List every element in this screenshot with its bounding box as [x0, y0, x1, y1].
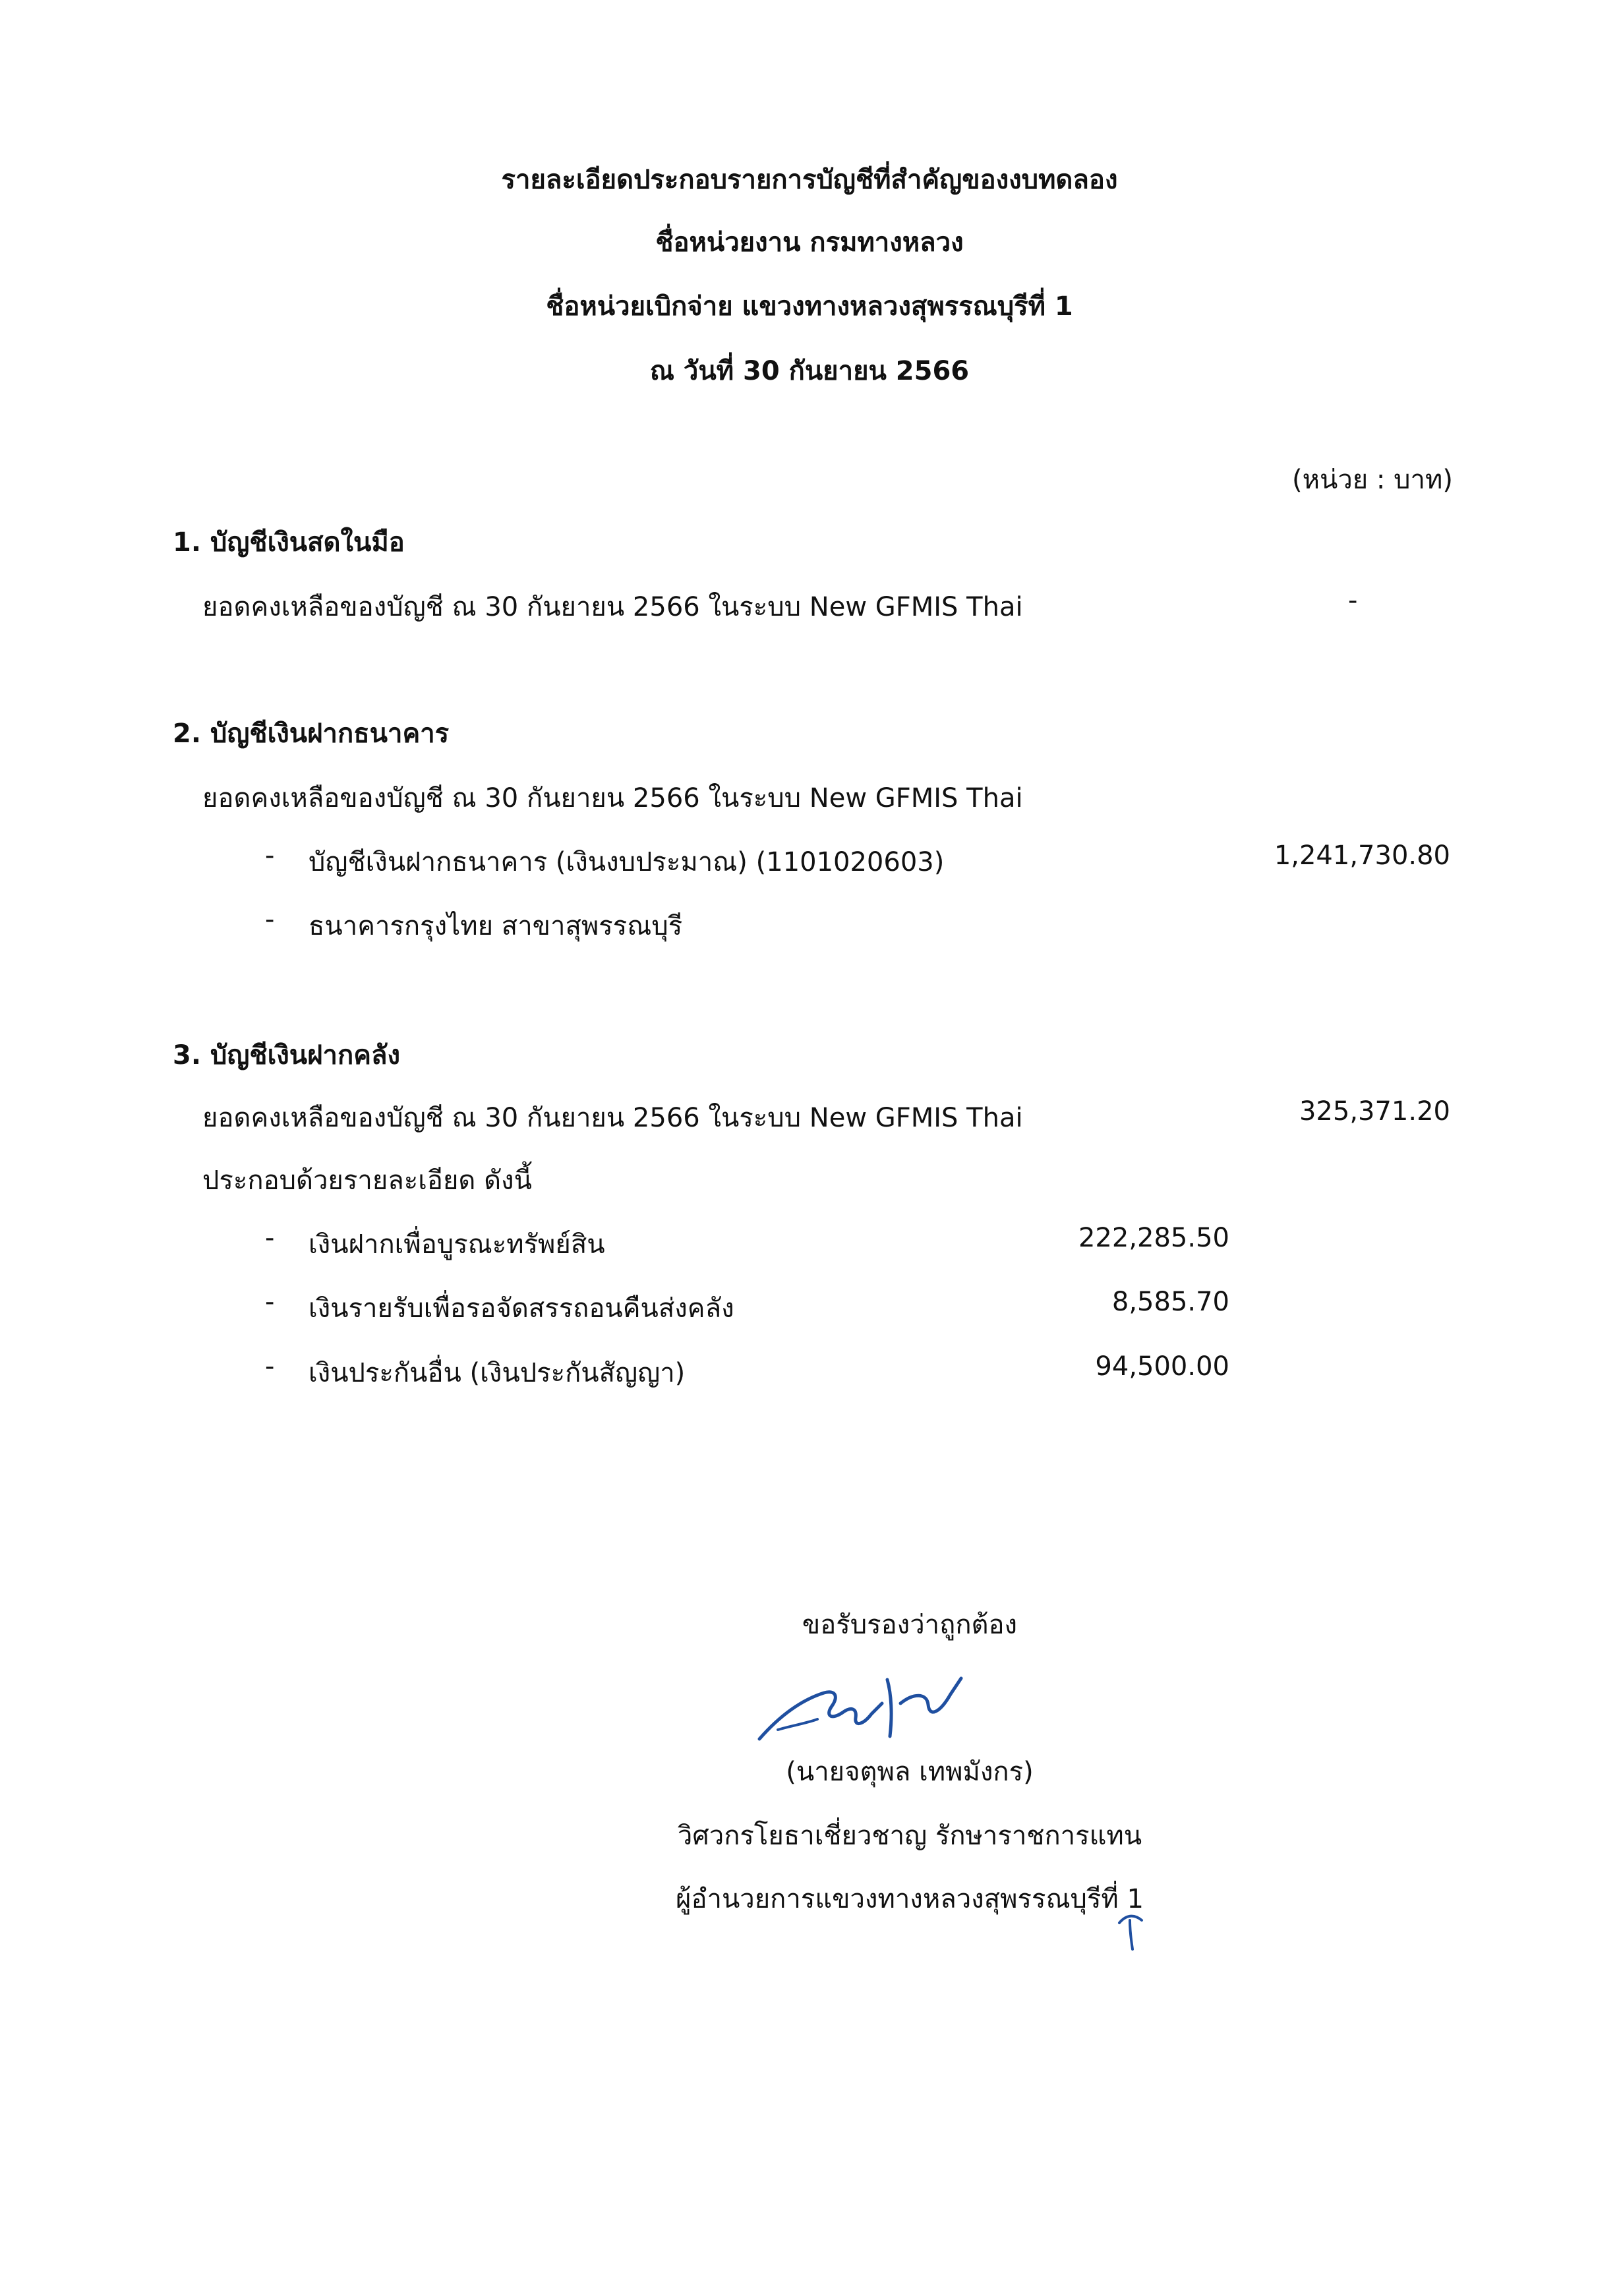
section-3-item-2-value: 8,585.70 — [1111, 1287, 1229, 1317]
section-3-balance-label: ยอดคงเหลือของบัญชี ณ 30 กันยายน 2566 ในระบบ New GFMIS Thai — [202, 1103, 1023, 1133]
section-1-balance-label: ยอดคงเหลือของบัญชี ณ 30 กันยายน 2566 ในระบบ New GFMIS Thai — [202, 592, 1023, 622]
signatory-position: วิศวกรโยธาเชี่ยวชาญ รักษาราชการแทน — [677, 1821, 1142, 1851]
section-1-balance-value: - — [1348, 585, 1358, 616]
section-3-detail-label: ประกอบด้วยรายละเอียด ดังนี้ — [202, 1165, 532, 1196]
section-2-item-1-label: บัญชีเงินฝากธนาคาร (เงินงบประมาณ) (1101020603) — [309, 847, 945, 877]
section-2-item-2-label: ธนาคารกรุงไทย สาขาสุพรรณบุรี — [309, 911, 683, 941]
report-date: ณ วันที่ 30 กันยายน 2566 — [649, 356, 970, 386]
signatory-position-2: ผู้อำนวยการแขวงทางหลวงสุพรรณบุรีที่ 1 — [676, 1884, 1144, 1914]
certification-text: ขอรับรองว่าถูกต้อง — [802, 1610, 1018, 1640]
section-3-item-2-label: เงินรายรับเพื่อรอจัดสรรถอนคืนส่งคลัง — [309, 1293, 734, 1324]
section-2-balance-label: ยอดคงเหลือของบัญชี ณ 30 กันยายน 2566 ในระบบ New GFMIS Thai — [202, 783, 1023, 813]
agency-name: ชื่อหน่วยงาน กรมทางหลวง — [655, 227, 964, 258]
dash-bullet: - — [265, 1287, 275, 1317]
section-2-item-1-value: 1,241,730.80 — [1274, 840, 1450, 871]
section-3-item-3-value: 94,500.00 — [1095, 1351, 1229, 1382]
section-3-item-1-value: 222,285.50 — [1078, 1223, 1229, 1253]
disbursement-unit-name: ชื่อหน่วยเบิกจ่าย แขวงทางหลวงสุพรรณบุรีที่ 1 — [546, 291, 1073, 322]
dash-bullet: - — [265, 840, 275, 871]
report-title: รายละเอียดประกอบรายการบัญชีที่สำคัญของงบทดลอง — [501, 165, 1118, 195]
section-2-heading: 2. บัญชีเงินฝากธนาคาร — [173, 719, 450, 749]
section-3-balance-value: 325,371.20 — [1299, 1096, 1450, 1127]
section-3-item-1-label: เงินฝากเพื่อบูรณะทรัพย์สิน — [309, 1229, 605, 1260]
dash-bullet: - — [265, 1351, 275, 1382]
dash-bullet: - — [265, 1223, 275, 1253]
section-1-heading: 1. บัญชีเงินสดในมือ — [173, 527, 405, 558]
signatory-name: (นายจตุพล เทพมังกร) — [786, 1757, 1034, 1787]
unit-label: (หน่วย : บาท) — [1292, 465, 1453, 495]
section-3-item-3-label: เงินประกันอื่น (เงินประกันสัญญา) — [309, 1358, 686, 1388]
handwritten-signature — [751, 1655, 976, 1753]
dash-bullet: - — [265, 904, 275, 935]
section-3-heading: 3. บัญชีเงินฝากคลัง — [173, 1040, 401, 1071]
handwritten-initial-mark — [1114, 1908, 1154, 1955]
